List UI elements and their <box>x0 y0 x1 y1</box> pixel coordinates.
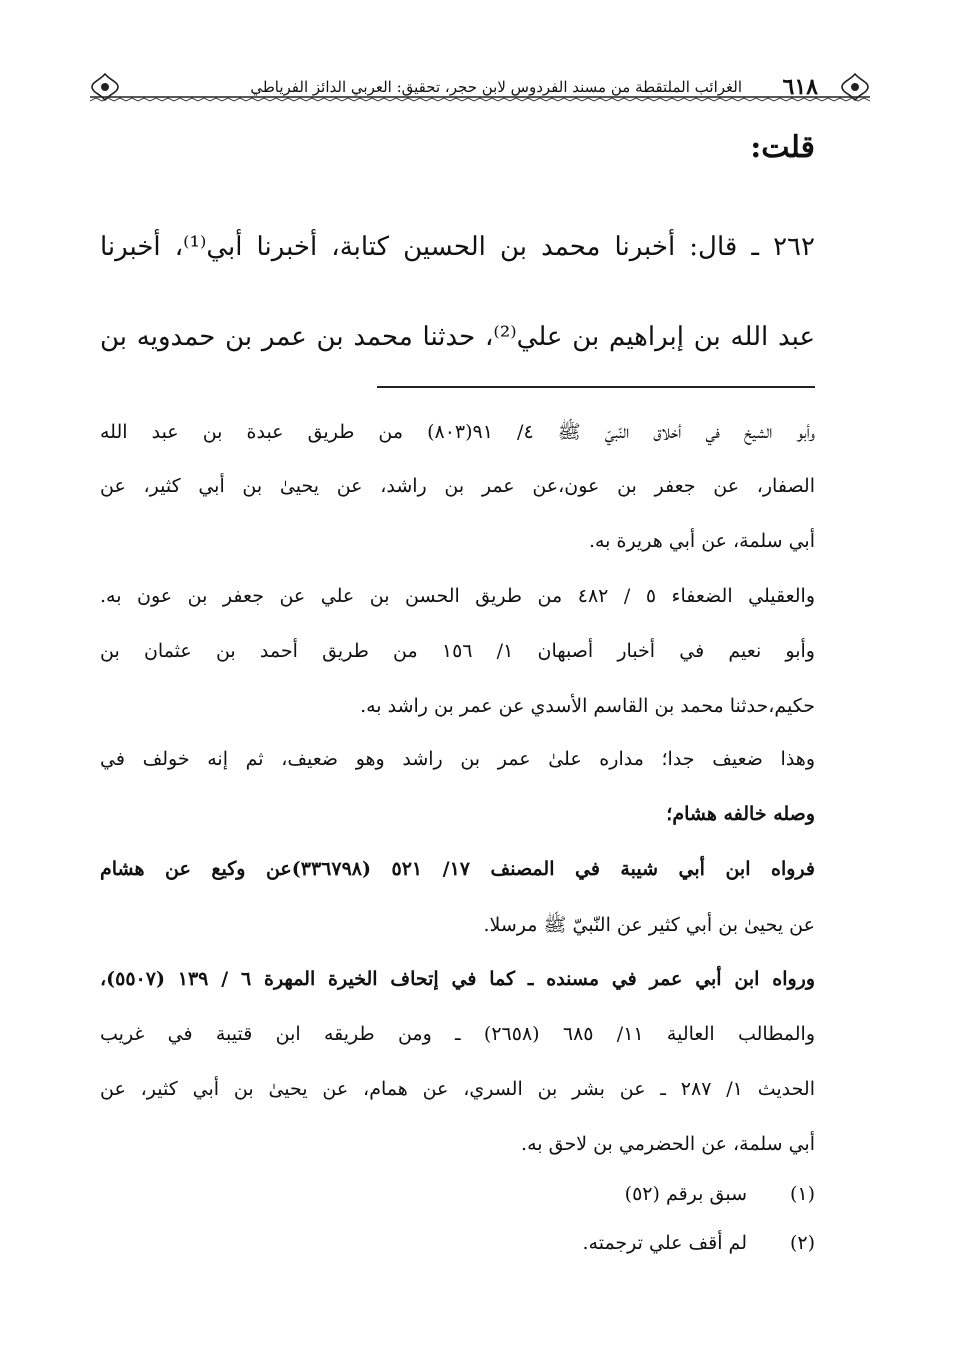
footnote-number: (١) <box>789 1183 815 1205</box>
main-text-line: ٢٦٢ ـ قال: أخبرنا محمد بن الحسين كتابة، أخبرنا أبي⁽¹⁾، أخبرنا <box>100 232 815 262</box>
footnote-text: سبق برقم (٥٢) <box>624 1183 747 1205</box>
commentary-line: وهذا ضعيف جدا؛ مداره علىٰ عمر بن راشد وهو ضعيف، ثم إنه خولف في <box>100 748 815 770</box>
footnote-text: لم أقف علي ترجمته. <box>582 1232 747 1254</box>
commentary-line: فرواه ابن أبي شيبة في المصنف ١٧/ ٥٢١ (٣٣٦٧٩٨)عن وكيع عن هشام <box>100 858 815 880</box>
commentary-line: والعقيلي الضعفاء ٥ / ٤٨٢ من طريق الحسن بن علي عن جعفر بن عون به. <box>100 585 815 607</box>
commentary-line: أبي سلمة، عن أبي هريرة به. <box>588 530 815 552</box>
footnote-divider <box>377 386 815 388</box>
commentary-line: أبي سلمة، عن الحضرمي بن لاحق به. <box>521 1133 815 1155</box>
section-heading: قلت: <box>750 130 815 165</box>
commentary-line: الحديث ١/ ٢٨٧ ـ عن بشر بن السري، عن همام، عن يحيىٰ بن أبي كثير، عن <box>100 1078 815 1100</box>
commentary-line: وأبو نعيم في أخبار أصبهان ١/ ١٥٦ من طريق أحمد بن عثمان بن <box>100 640 815 662</box>
page-number: ٦١٨ <box>782 74 818 100</box>
running-title: الغرائب الملتقطة من مسند الفردوس لابن حجر، تحقيق: العربي الدائز الفرياطي <box>250 78 742 96</box>
footnote-2 <box>582 1232 815 1254</box>
commentary-line: عن يحيىٰ بن أبي كثير عن النّبيّ ﷺ مرسلا. <box>483 914 815 936</box>
commentary-line: والمطالب العالية ١١/ ٦٨٥ (٢٦٥٨) ـ ومن طريقه ابن قتيبة في غريب <box>100 1023 816 1045</box>
commentary-line: وأبو الشيخ في أخلاق النّبيّ ﷺ ٤/ ٩١(٨٠٣) من طريق عبدة بن عبد الله <box>100 421 815 443</box>
commentary-line: الصفار، عن جعفر بن عون،عن عمر بن راشد، عن يحيىٰ بن أبي كثير، عن <box>100 475 815 497</box>
footnote-1 <box>625 1183 815 1205</box>
footnote-number: (٢) <box>789 1232 815 1254</box>
commentary-line: وصله خالفه هشام؛ <box>666 803 815 825</box>
commentary-line: حكيم،حدثنا محمد بن القاسم الأسدي عن عمر بن راشد به. <box>360 695 815 717</box>
commentary-line: ورواه ابن أبي عمر في مسنده ـ كما في إتحاف الخيرة المهرة ٦ / ١٣٩ (٥٥٠٧)، <box>100 968 816 990</box>
header-rule <box>90 96 870 104</box>
main-text-line: عبد الله بن إبراهيم بن علي⁽²⁾، حدثنا محمد بن عمر بن حمدويه بن <box>100 322 815 352</box>
